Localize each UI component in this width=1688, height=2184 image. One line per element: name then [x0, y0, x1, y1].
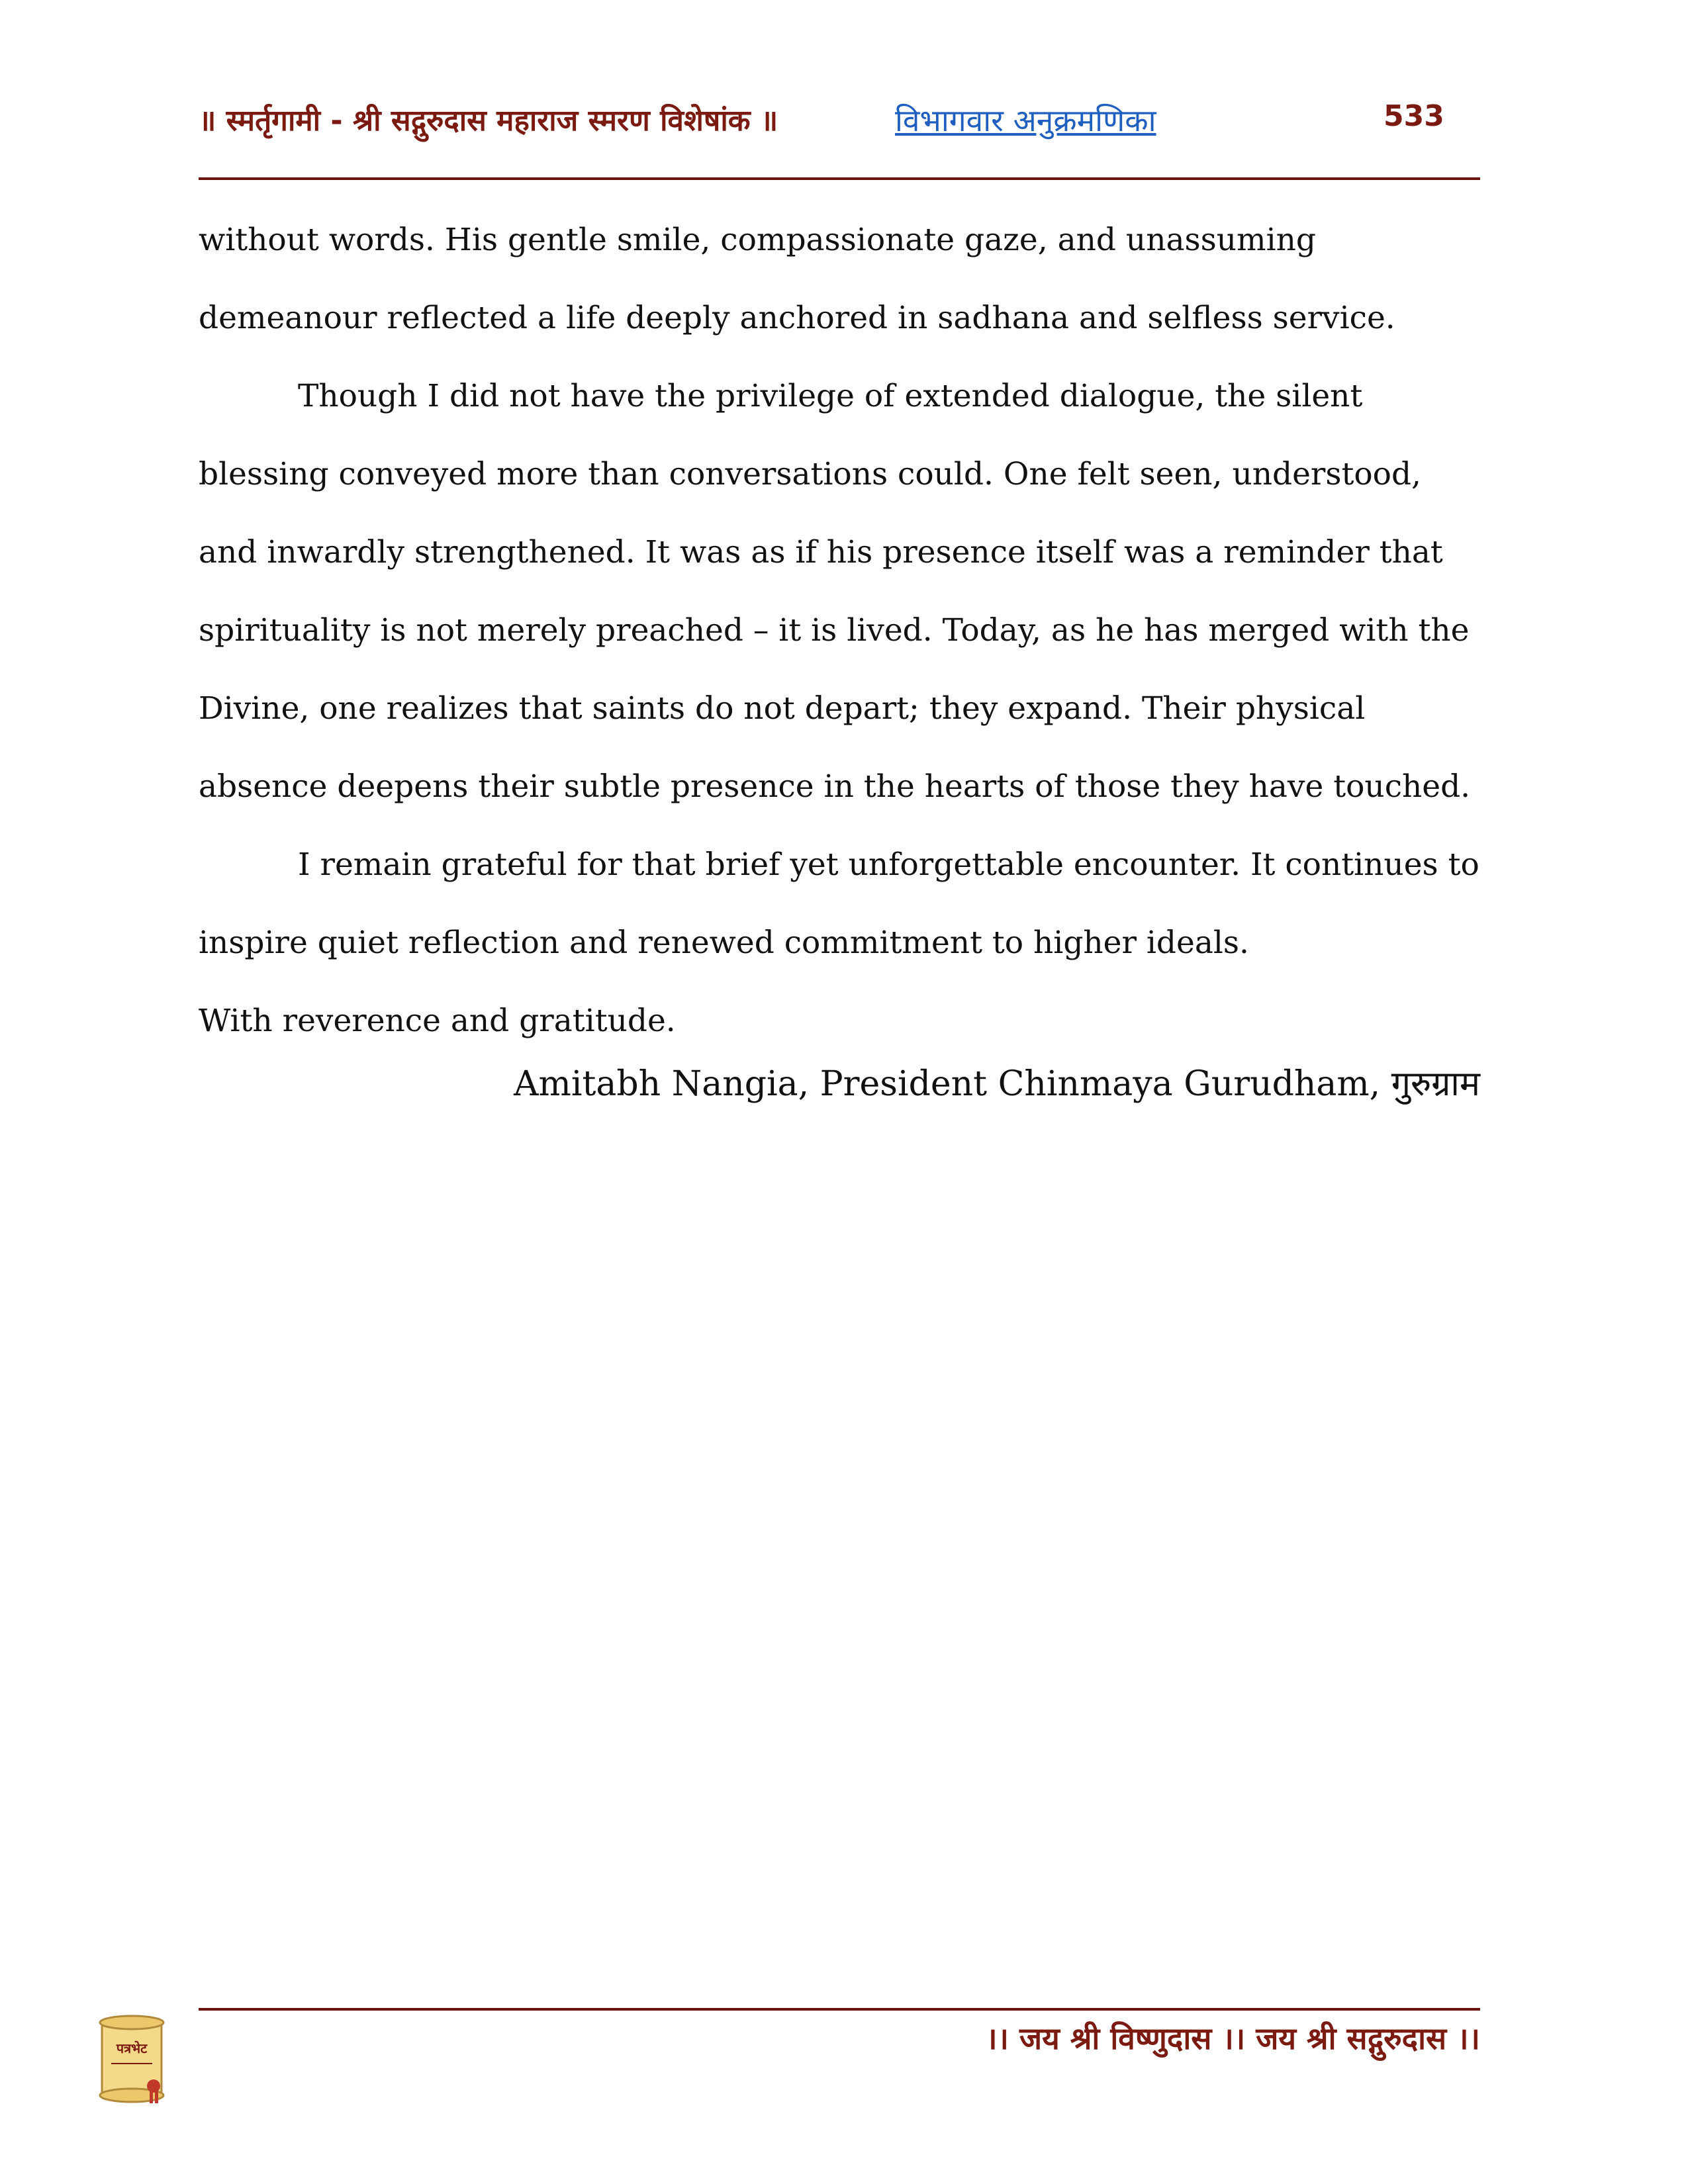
closing-line: With reverence and gratitude.: [199, 1003, 676, 1039]
page-number: 533: [1383, 99, 1444, 133]
magazine-title: ॥ स्मर्तृगामी - श्री सद्गुरुदास महाराज स्मरण विशेषांक ॥: [199, 104, 778, 138]
signature: Amitabh Nangia, President Chinmaya Gurudham, गुरुग्राम: [514, 1064, 1480, 1104]
page-header: [199, 99, 1480, 152]
logo-text: पत्रभेट: [116, 2040, 148, 2056]
paragraph-2: Though I did not have the privilege of extended dialogue, the silent blessing conveyed more than conversations could. One felt seen, understood, and inwardly strengthened. It was as if his presence itself was a reminder that spirituality is not merely preached – it is lived. Today, as he has merged with the Divine, one realizes that saints do not depart; they expand. Their physical absence deepens their subtle presence in the hearts of those they have touched.: [199, 378, 1471, 805]
paragraph-1: without words. His gentle smile, compassionate gaze, and unassuming demeanour reflected a life deeply anchored in sadhana and selfless service.: [199, 222, 1395, 336]
index-link[interactable]: विभागवार अनुक्रमणिका: [895, 103, 1156, 138]
scroll-icon: [93, 2012, 172, 2111]
footer-divider: [199, 2008, 1480, 2011]
article-body: [199, 201, 1480, 1060]
paragraph-3: I remain grateful for that brief yet unforgettable encounter. It continues to inspire quiet reflection and renewed commitment to higher ideals.: [199, 846, 1479, 961]
footer-motto: ।। जय श्री विष्णुदास ।। जय श्री सद्गुरुदास ।।: [986, 2021, 1480, 2056]
header-divider: [199, 177, 1480, 180]
